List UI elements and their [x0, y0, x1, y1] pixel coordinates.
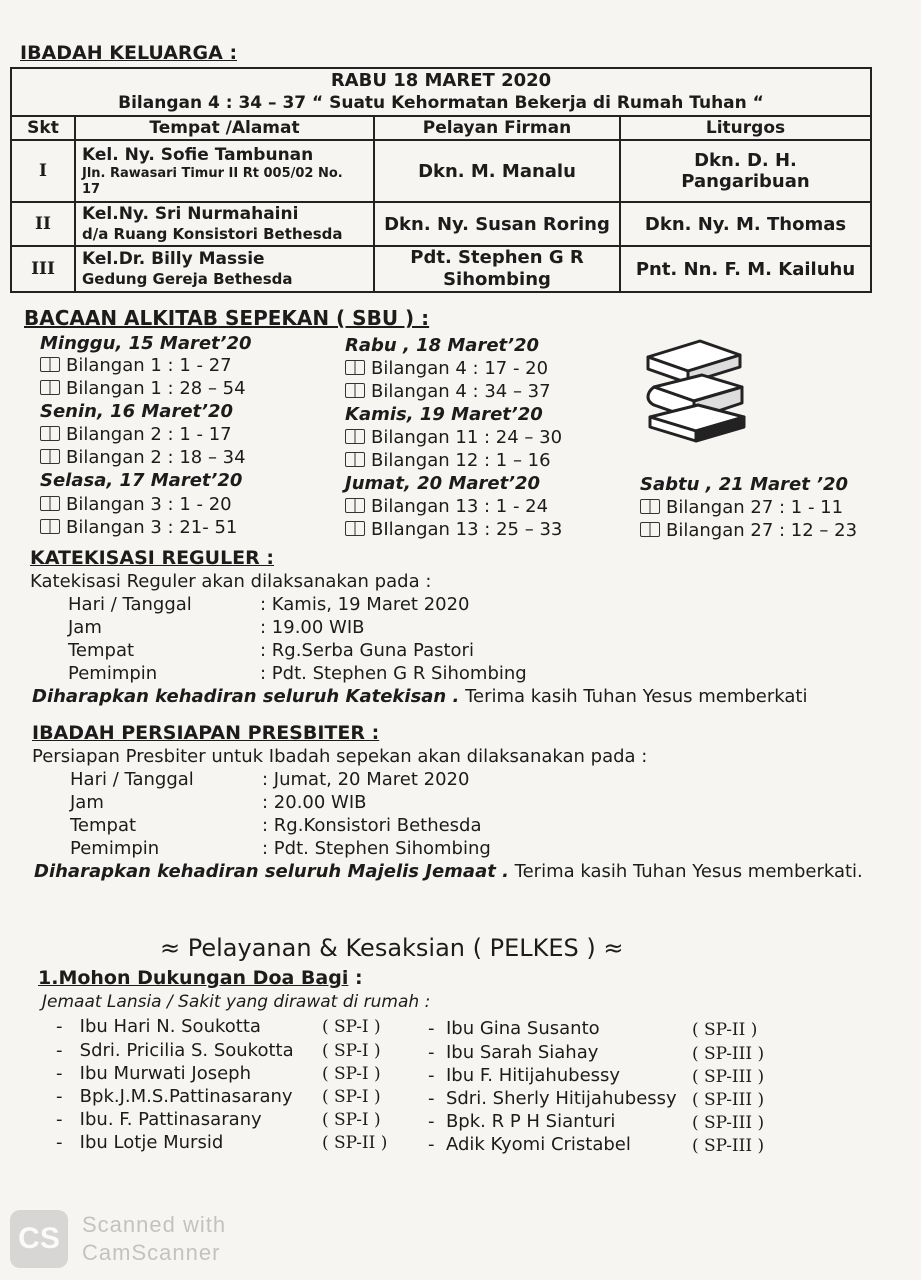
sp-badge: ( SP-I ) [322, 1110, 381, 1130]
sp-badge: ( SP-III ) [692, 1090, 765, 1110]
skt-cell: II [11, 202, 75, 246]
liturgos-cell: Dkn. D. H. Pangaribuan [620, 140, 871, 202]
book-icon [40, 357, 60, 372]
book-icon [345, 521, 365, 536]
sp-badge: ( SP-I ) [322, 1041, 381, 1061]
sp-badge: ( SP-II ) [692, 1020, 758, 1040]
sbu-reading [640, 520, 857, 541]
closing-text: Terima kasih Tuhan Yesus memberkati [459, 686, 808, 707]
reading-text: Bilangan 2 : 1 - 17 [66, 424, 232, 445]
person-name: Ibu Sarah Siahay [445, 1042, 599, 1063]
reading-text: BIlangan 13 : 25 – 33 [371, 519, 563, 540]
sbu-day: Rabu , 18 Maret’20 [345, 335, 540, 356]
watermark-line2: CamScanner [82, 1240, 221, 1265]
detail-label: Jam [70, 792, 104, 813]
liturgos-cell: Pnt. Nn. F. M. Kailuhu [620, 246, 871, 292]
list-item: - Ibu F. Hitijahubessy [428, 1065, 621, 1086]
detail-value: : Rg.Serba Guna Pastori [260, 640, 474, 661]
sbu-day: Sabtu , 21 Maret ’20 [640, 474, 849, 495]
list-item: - Sdri. Sherly Hitijahubessy [428, 1088, 677, 1109]
pelkes-subheading [38, 967, 363, 989]
sbu-reading [345, 381, 551, 402]
book-icon [40, 519, 60, 534]
presbiter-closing [34, 861, 863, 882]
reading-text: Bilangan 2 : 18 – 34 [66, 447, 246, 468]
list-item: - Ibu Gina Susanto [428, 1018, 600, 1039]
table-header-row [11, 116, 871, 140]
detail-label: Hari / Tanggal [68, 594, 192, 615]
katekisasi-heading: KATEKISASI REGULER : [30, 547, 275, 569]
detail-value: : Pdt. Stephen G R Sihombing [260, 663, 527, 684]
list-item: - Bpk.J.M.S.Pattinasarany [56, 1086, 293, 1107]
detail-label: Tempat [68, 640, 135, 661]
col-liturgos: Liturgos [620, 116, 871, 140]
person-name: Adik Kyomi Cristabel [445, 1134, 631, 1155]
detail-value: : Rg.Konsistori Bethesda [262, 815, 482, 836]
closing-text: Terima kasih Tuhan Yesus memberkati. [508, 861, 863, 882]
presbiter-intro: Persiapan Presbiter untuk Ibadah sepekan akan dilaksanakan pada : [32, 746, 648, 767]
sbu-reading [40, 447, 246, 468]
sp-badge: ( SP-I ) [322, 1064, 381, 1084]
sbu-day: Kamis, 19 Maret’20 [345, 404, 543, 425]
sbu-day: Jumat, 20 Maret’20 [345, 473, 541, 494]
sbu-heading: BACAAN ALKITAB SEPEKAN ( SBU ) : [24, 306, 430, 330]
detail-label: Pemimpin [70, 838, 160, 859]
tempat-cell [75, 140, 374, 202]
tempat-cell [75, 202, 374, 246]
watermark-text [82, 1211, 226, 1267]
service-date: RABU 18 MARET 2020 [330, 70, 552, 91]
service-verse: Bilangan 4 : 34 – 37 “ Suatu Kehormatan Bekerja di Rumah Tuhan “ [118, 93, 764, 113]
list-item: - Ibu Lotje Mursid [56, 1132, 224, 1153]
sbu-reading [345, 450, 551, 471]
sbu-reading [345, 519, 562, 540]
person-name: Sdri. Sherly Hitijahubessy [445, 1088, 677, 1109]
list-item: - Ibu Murwati Joseph [56, 1063, 252, 1084]
sbu-reading [345, 427, 562, 448]
book-icon [640, 522, 660, 537]
table-row [11, 202, 871, 246]
person-name: Ibu Gina Susanto [445, 1018, 600, 1039]
sbu-day: Senin, 16 Maret’20 [40, 401, 234, 422]
subheading-text: 1.Mohon Dukungan Doa Bagi [38, 967, 349, 989]
pelayan-cell: Pdt. Stephen G R Sihombing [374, 246, 620, 292]
list-item: - Bpk. R P H Sianturi [428, 1111, 616, 1132]
sp-badge: ( SP-III ) [692, 1136, 765, 1156]
reading-text: Bilangan 4 : 34 – 37 [371, 381, 551, 402]
place-name: Kel.Dr. Billy Massie [82, 249, 265, 269]
skt-cell: I [11, 140, 75, 202]
table-row [11, 140, 871, 202]
detail-value: : Kamis, 19 Maret 2020 [260, 594, 470, 615]
detail-value: : Jumat, 20 Maret 2020 [262, 769, 470, 790]
book-icon [40, 426, 60, 441]
presbiter-heading: IBADAH PERSIAPAN PRESBITER : [32, 722, 380, 744]
book-stack-icon [640, 335, 750, 445]
book-icon [40, 496, 60, 511]
list-item: - Ibu. F. Pattinasarany [56, 1109, 262, 1130]
person-name: Ibu F. Hitijahubessy [445, 1065, 621, 1086]
pelayan-cell: Dkn. M. Manalu [374, 140, 620, 202]
camscanner-logo-icon: CS [10, 1210, 68, 1268]
book-icon [40, 449, 60, 464]
tempat-cell [75, 246, 374, 292]
col-skt: Skt [11, 116, 75, 140]
katekisasi-closing [32, 686, 807, 707]
sbu-reading [40, 494, 232, 515]
reading-text: Bilangan 3 : 1 - 20 [66, 494, 232, 515]
sbu-reading [345, 496, 548, 517]
reading-text: Bilangan 13 : 1 - 24 [371, 496, 549, 517]
book-icon [640, 499, 660, 514]
detail-label: Pemimpin [68, 663, 158, 684]
book-icon [345, 498, 365, 513]
list-item: - Adik Kyomi Cristabel [428, 1134, 631, 1155]
sbu-reading [40, 378, 246, 399]
sp-badge: ( SP-II ) [322, 1133, 388, 1153]
reading-text: Bilangan 27 : 12 – 23 [666, 520, 858, 541]
book-icon [40, 380, 60, 395]
sbu-reading [345, 358, 548, 379]
watermark-line1: Scanned with [82, 1212, 227, 1237]
col-tempat: Tempat /Alamat [75, 116, 374, 140]
place-name: Kel.Ny. Sri Nurmahaini [82, 204, 299, 224]
detail-value: : Pdt. Stephen Sihombing [262, 838, 491, 859]
reading-text: Bilangan 3 : 21- 51 [66, 517, 238, 538]
detail-label: Hari / Tanggal [70, 769, 194, 790]
skt-cell: III [11, 246, 75, 292]
list-item: - Sdri. Pricilia S. Soukotta [56, 1040, 294, 1061]
reading-text: Bilangan 11 : 24 – 30 [371, 427, 563, 448]
detail-value: : 20.00 WIB [262, 792, 367, 813]
reading-text: Bilangan 1 : 1 - 27 [66, 355, 232, 376]
person-name: Sdri. Pricilia S. Soukotta [79, 1040, 294, 1061]
katekisasi-intro: Katekisasi Reguler akan dilaksanakan pada : [30, 571, 432, 592]
liturgos-cell: Dkn. Ny. M. Thomas [620, 202, 871, 246]
book-icon [345, 383, 365, 398]
reading-text: Bilangan 12 : 1 – 16 [371, 450, 551, 471]
list-item: - Ibu Hari N. Soukotta [56, 1016, 261, 1037]
sp-badge: ( SP-III ) [692, 1113, 765, 1133]
table-row [11, 246, 871, 292]
person-name: Ibu. F. Pattinasarany [79, 1109, 262, 1130]
closing-emphasis: Diharapkan kehadiran seluruh Majelis Jemaat . [34, 861, 509, 882]
camscanner-watermark [10, 1210, 226, 1268]
table-caption [11, 68, 871, 116]
sp-badge: ( SP-III ) [692, 1044, 765, 1064]
place-address: Gedung Gereja Bethesda [82, 270, 293, 288]
reading-text: Bilangan 1 : 28 – 54 [66, 378, 246, 399]
book-icon [345, 360, 365, 375]
person-name: Ibu Lotje Mursid [79, 1132, 224, 1153]
detail-value: : 19.00 WIB [260, 617, 365, 638]
sp-badge: ( SP-I ) [322, 1017, 381, 1037]
sbu-day: Selasa, 17 Maret’20 [40, 470, 243, 491]
sp-badge: ( SP-I ) [322, 1087, 381, 1107]
place-address: Jln. Rawasari Timur II Rt 005/02 No. 17 [82, 165, 343, 197]
pelayan-cell: Dkn. Ny. Susan Roring [374, 202, 620, 246]
person-name: Ibu Hari N. Soukotta [79, 1016, 261, 1037]
book-icon [345, 429, 365, 444]
place-name: Kel. Ny. Sofie Tambunan [82, 144, 314, 165]
sbu-reading [40, 424, 232, 445]
closing-emphasis: Diharapkan kehadiran seluruh Katekisan . [32, 686, 460, 707]
subheading-colon: : [348, 967, 363, 989]
person-name: Bpk. R P H Sianturi [445, 1111, 616, 1132]
detail-label: Tempat [70, 815, 137, 836]
sbu-reading [640, 497, 843, 518]
list-item: - Ibu Sarah Siahay [428, 1042, 599, 1063]
pelkes-group: Jemaat Lansia / Sakit yang dirawat di rumah : [42, 992, 431, 1012]
reading-text: Bilangan 4 : 17 - 20 [371, 358, 549, 379]
pelkes-title: ≈ Pelayanan & Kesaksian ( PELKES ) ≈ [160, 934, 624, 962]
sbu-day: Minggu, 15 Maret’20 [40, 333, 252, 354]
col-pelayan: Pelayan Firman [374, 116, 620, 140]
sbu-reading [40, 355, 232, 376]
detail-label: Jam [68, 617, 102, 638]
person-name: Ibu Murwati Joseph [79, 1063, 252, 1084]
sbu-reading [40, 517, 237, 538]
sp-badge: ( SP-III ) [692, 1067, 765, 1087]
book-icon [345, 452, 365, 467]
person-name: Bpk.J.M.S.Pattinasarany [79, 1086, 293, 1107]
ibadah-keluarga-heading: IBADAH KELUARGA : [20, 42, 238, 64]
ibadah-keluarga-table [10, 67, 872, 293]
reading-text: Bilangan 27 : 1 - 11 [666, 497, 844, 518]
place-address: d/a Ruang Konsistori Bethesda [82, 225, 343, 243]
